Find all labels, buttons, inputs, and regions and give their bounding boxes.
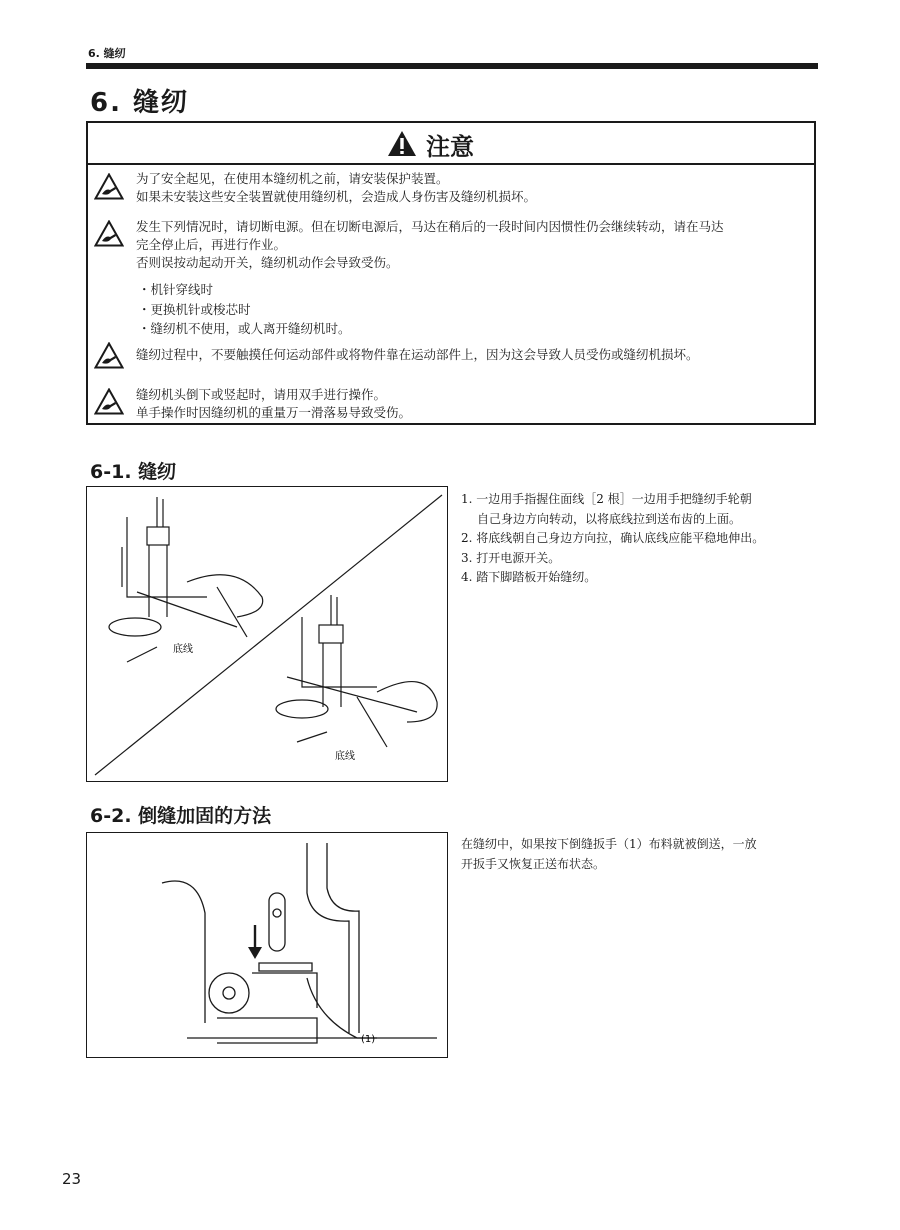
figure-threading — [86, 486, 448, 782]
caution-title: 注意 — [426, 133, 474, 161]
step-1: 1. 一边用手指握住面线［2 根］一边用手把缝纫手轮朝 — [461, 492, 752, 506]
hand-warning-icon — [94, 220, 124, 247]
caution-item-3: 缝纫过程中，不要触摸任何运动部件或将物件靠在运动部件上，因为这会导致人员受伤或缝纫机损坏。 — [136, 347, 699, 362]
bobbin-thread-label-b: 底线 — [335, 751, 355, 762]
section-title-6-1: 6-1. 缝纫 — [90, 461, 177, 483]
caution-bullets: ・机针穿线时 ・更换机针或梭芯时 ・缝纫机不使用，或人离开缝纫机时。 — [138, 282, 351, 336]
caution-box — [86, 121, 816, 425]
reverse-lever-illustration — [87, 833, 447, 1057]
threading-illustration — [87, 487, 447, 781]
step-2: 2. 将底线朝自己身边方向拉，确认底线应能平稳地伸出。 — [461, 531, 765, 545]
reverse-lever-callout: (1) — [361, 1034, 376, 1045]
caution-item-1: 为了安全起见，在使用本缝纫机之前，请安装保护装置。 如果未安装这些安全装置就使用缝纫机，会造成人身伤害及缝纫机损坏。 — [136, 171, 537, 204]
figure-reverse-lever — [86, 832, 448, 1058]
running-header: 6. 缝纫 — [88, 47, 126, 60]
chapter-title: 6. 缝纫 — [90, 88, 190, 118]
hand-warning-icon — [94, 342, 124, 369]
caution-triangle-icon — [387, 130, 417, 157]
reverse-stitch-description: 在缝纫中，如果按下倒缝扳手（1）布料就被倒送，一放 开扳手又恢复正送布状态。 — [461, 837, 757, 871]
hand-warning-icon — [94, 173, 124, 200]
caution-header — [88, 123, 814, 165]
step-3: 3. 打开电源开关。 — [461, 550, 561, 565]
caution-item-4: 缝纫机头倒下或竖起时，请用双手进行操作。 单手操作时因缝纫机的重量万一滑落易导致受伤。 — [136, 387, 412, 420]
header-rule — [86, 63, 818, 69]
step-4: 4. 踏下脚踏板开始缝纫。 — [461, 570, 597, 584]
step-1-cont: 自己身边方向转动，以将底线拉到送布齿的上面。 — [477, 511, 742, 526]
page-number: 23 — [62, 1170, 82, 1188]
steps-6-1 — [461, 490, 764, 588]
bobbin-thread-label-a: 底线 — [173, 644, 193, 655]
caution-item-2: 发生下列情况时，请切断电源。但在切断电源后，马达在稍后的一段时间内因惯性仍会继续转动，请在马达 完全停止后，再进行作业。 否则误按动起动开关，缝纫机动作会导致受伤。 — [136, 219, 724, 270]
hand-warning-icon — [94, 388, 124, 415]
section-title-6-2: 6-2. 倒缝加固的方法 — [90, 805, 272, 827]
